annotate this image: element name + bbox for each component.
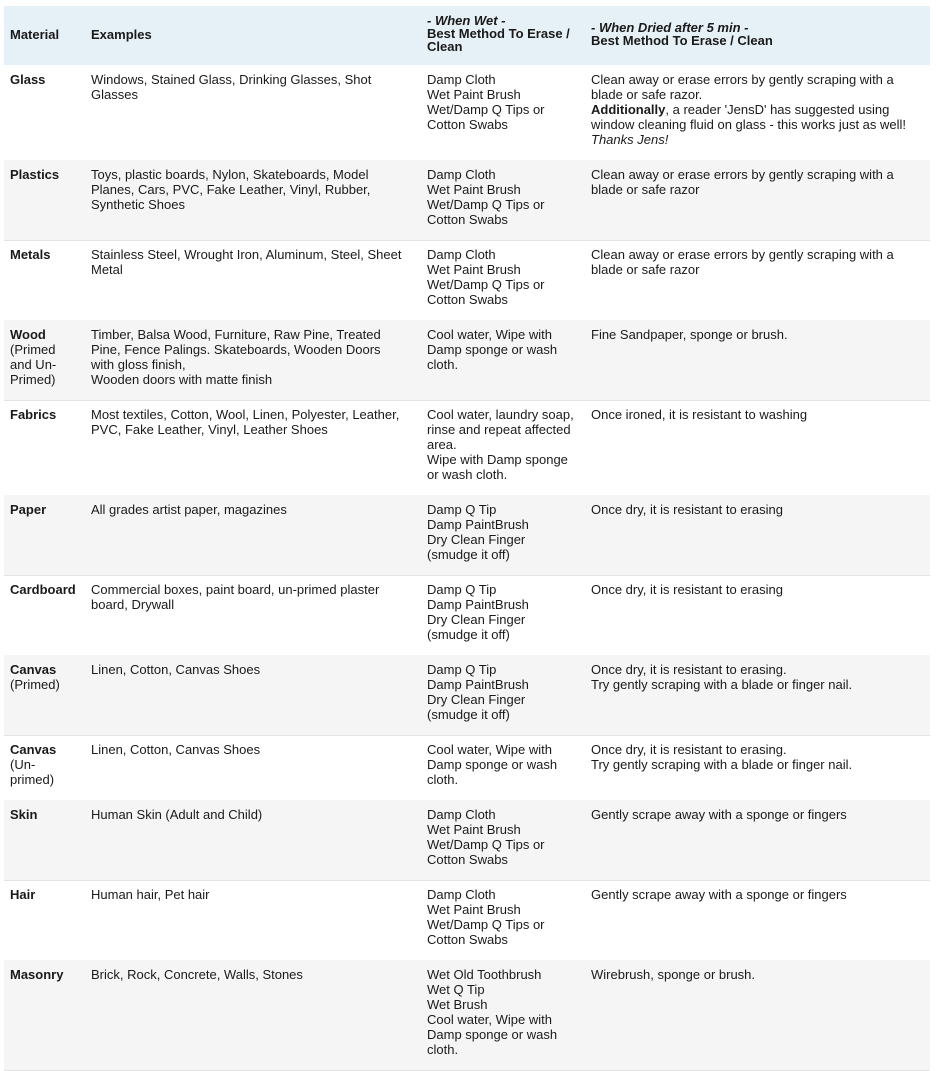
material-name: Paper	[10, 502, 47, 517]
when-dried-cell	[591, 582, 921, 597]
when-wet-cell	[427, 72, 585, 132]
header-material: Material	[10, 27, 60, 42]
when-wet-cell	[427, 742, 585, 787]
header-dry-line2: Best Method To Erase / Clean	[591, 33, 773, 48]
reader-note-text: , a reader 'JensD' has suggested using	[665, 102, 890, 117]
when-dried-cell	[591, 887, 921, 902]
examples-cell	[91, 72, 417, 102]
when-wet-cell-line: Cotton Swabs	[427, 292, 508, 307]
material-name: Skin	[10, 807, 38, 822]
material-cell	[10, 407, 86, 422]
reader-note-bold: Additionally	[591, 102, 666, 117]
when-wet-cell-line: Damp Cloth	[427, 72, 496, 87]
when-dried-cell	[591, 327, 921, 342]
material-cell	[10, 887, 86, 902]
when-dried-cell-line: Once dry, it is resistant to erasing.	[591, 662, 787, 677]
when-wet-cell	[427, 327, 585, 372]
when-wet-cell	[427, 247, 585, 307]
when-wet-cell-line: Wet/Damp Q Tips or	[427, 917, 545, 932]
material-cell	[10, 502, 86, 517]
when-dried-cell-line: blade or safe razor	[591, 182, 700, 197]
examples-cell-line: Pine, Fence Palings. Skateboards, Wooden Doors	[91, 342, 381, 357]
table-row	[4, 400, 930, 496]
when-wet-cell-line: Damp Cloth	[427, 887, 496, 902]
when-wet-cell-line: rinse and repeat affected	[427, 422, 571, 437]
examples-cell-line: Stainless Steel, Wrought Iron, Aluminum, Steel, Sheet	[91, 247, 402, 262]
table-row	[4, 575, 930, 656]
when-dried-cell	[591, 742, 921, 772]
when-wet-cell-line: (smudge it off)	[427, 547, 510, 562]
material-name: Fabrics	[10, 407, 57, 422]
when-wet-cell	[427, 167, 585, 227]
when-wet-cell-line: area.	[427, 437, 457, 452]
material-note: Primed)	[10, 372, 56, 387]
examples-cell-line: Glasses	[91, 87, 138, 102]
when-dried-cell	[591, 807, 921, 822]
material-name: Canvas	[10, 662, 57, 677]
when-dried-cell	[591, 407, 921, 422]
material-note: primed)	[10, 772, 55, 787]
examples-cell-line: Linen, Cotton, Canvas Shoes	[91, 742, 261, 757]
examples-cell-line: Metal	[91, 262, 123, 277]
when-wet-cell	[427, 407, 585, 482]
reader-note-line	[591, 102, 921, 117]
material-note: (Primed)	[10, 677, 60, 692]
material-name: Metals	[10, 247, 51, 262]
when-dried-cell	[591, 662, 921, 692]
when-wet-cell	[427, 582, 585, 642]
when-wet-cell-line: Dry Clean Finger	[427, 612, 526, 627]
examples-cell-line: Synthetic Shoes	[91, 197, 185, 212]
examples-cell	[91, 582, 417, 612]
header-wet-line1: - When Wet -	[427, 13, 506, 28]
when-wet-cell-line: Damp Q Tip	[427, 662, 497, 677]
material-cell	[10, 327, 86, 387]
when-dried-cell	[591, 967, 921, 982]
material-name: Masonry	[10, 967, 64, 982]
table-row	[4, 240, 930, 321]
examples-cell-line: with gloss finish,	[91, 357, 186, 372]
material-name: Plastics	[10, 167, 60, 182]
when-wet-cell-line: Cotton Swabs	[427, 117, 508, 132]
when-wet-cell-line: Wet Paint Brush	[427, 822, 521, 837]
when-wet-cell-line: Damp PaintBrush	[427, 677, 529, 692]
when-dried-cell-line: Once dry, it is resistant to erasing	[591, 502, 783, 517]
material-note: (Un-	[10, 757, 36, 772]
examples-cell-line: PVC, Fake Leather, Vinyl, Leather Shoes	[91, 422, 328, 437]
when-wet-cell-line: Wet Q Tip	[427, 982, 485, 997]
examples-cell-line: Timber, Balsa Wood, Furniture, Raw Pine, Treated	[91, 327, 381, 342]
when-wet-cell-line: Wet/Damp Q Tips or	[427, 197, 545, 212]
when-wet-cell-line: Wet Brush	[427, 997, 488, 1012]
when-wet-cell-line: Cool water, Wipe with	[427, 327, 552, 342]
when-wet-cell-line: (smudge it off)	[427, 707, 510, 722]
when-wet-cell-line: Damp Cloth	[427, 167, 496, 182]
when-dried-cell-line: Once dry, it is resistant to erasing.	[591, 742, 787, 757]
when-wet-cell-line: Cotton Swabs	[427, 212, 508, 227]
when-dried-cell-line: Once dry, it is resistant to erasing	[591, 582, 783, 597]
when-wet-cell-line: Damp sponge or wash	[427, 342, 558, 357]
header-wet-line2: Best Method To Erase /	[427, 26, 570, 41]
material-cell	[10, 167, 86, 182]
material-note: (Primed	[10, 342, 56, 357]
when-wet-cell	[427, 967, 585, 1057]
examples-cell-line: Planes, Cars, PVC, Fake Leather, Vinyl, Rubber,	[91, 182, 371, 197]
material-cell	[10, 247, 86, 262]
examples-cell-line: Human hair, Pet hair	[91, 887, 210, 902]
when-dried-cell-line: Clean away or erase errors by gently scraping with a	[591, 167, 894, 182]
header-examples: Examples	[91, 27, 152, 42]
when-wet-cell-line: Damp Q Tip	[427, 582, 497, 597]
when-dried-cell-line: Clean away or erase errors by gently scraping with a	[591, 72, 894, 87]
when-wet-cell	[427, 807, 585, 867]
examples-cell	[91, 502, 417, 517]
material-note: and Un-	[10, 357, 57, 372]
examples-cell	[91, 247, 417, 277]
when-wet-cell-line: Cool water, Wipe with	[427, 1012, 552, 1027]
when-wet-cell	[427, 887, 585, 947]
when-dried-cell	[591, 247, 921, 277]
when-wet-cell-line: Wet Paint Brush	[427, 182, 521, 197]
when-wet-cell-line: Wipe with Damp sponge	[427, 452, 568, 467]
when-dried-cell-line: blade or safe razor	[591, 262, 700, 277]
when-wet-cell-line: Damp sponge or wash	[427, 1027, 558, 1042]
when-wet-cell-line: Wet/Damp Q Tips or	[427, 102, 545, 117]
examples-cell	[91, 967, 417, 982]
examples-cell-line: Wooden doors with matte finish	[91, 372, 273, 387]
material-name: Glass	[10, 72, 46, 87]
when-dried-cell	[591, 502, 921, 517]
examples-cell	[91, 662, 417, 677]
examples-cell	[91, 887, 417, 902]
when-dried-cell-line: Clean away or erase errors by gently scraping with a	[591, 247, 894, 262]
examples-cell-line: board, Drywall	[91, 597, 175, 612]
table-row	[4, 800, 930, 881]
when-wet-cell-line: cloth.	[427, 357, 459, 372]
when-dried-cell	[591, 167, 921, 197]
when-wet-cell-line: cloth.	[427, 772, 459, 787]
when-wet-cell-line: cloth.	[427, 1042, 459, 1057]
when-dried-cell-line: Wirebrush, sponge or brush.	[591, 967, 756, 982]
table-row	[4, 495, 930, 576]
when-wet-cell	[427, 502, 585, 562]
when-wet-cell-line: Wet Paint Brush	[427, 87, 521, 102]
examples-cell-line: All grades artist paper, magazines	[91, 502, 287, 517]
when-wet-cell-line: Dry Clean Finger	[427, 692, 526, 707]
when-wet-cell-line: Wet Paint Brush	[427, 902, 521, 917]
reader-note-line: window cleaning fluid on glass - this works just as well!	[591, 117, 907, 132]
table-row	[4, 320, 930, 401]
when-dried-cell-line: Fine Sandpaper, sponge or brush.	[591, 327, 788, 342]
when-wet-cell-line: Damp sponge or wash	[427, 757, 558, 772]
table-header	[4, 6, 930, 65]
table-row	[4, 880, 930, 961]
material-name: Hair	[10, 887, 36, 902]
when-wet-cell-line: Damp Q Tip	[427, 502, 497, 517]
when-wet-cell-line: Damp PaintBrush	[427, 517, 529, 532]
examples-cell-line: Windows, Stained Glass, Drinking Glasses, Shot	[91, 72, 372, 87]
examples-cell	[91, 327, 417, 387]
when-wet-cell-line: (smudge it off)	[427, 627, 510, 642]
examples-cell	[91, 742, 417, 757]
header-wet-line3: Clean	[427, 39, 463, 54]
when-dried-cell-line: Gently scrape away with a sponge or fingers	[591, 887, 847, 902]
table-row	[4, 735, 930, 801]
when-wet-cell-line: Wet Paint Brush	[427, 262, 521, 277]
examples-cell	[91, 407, 417, 437]
material-name: Wood	[10, 327, 46, 342]
examples-cell-line: Human Skin (Adult and Child)	[91, 807, 263, 822]
material-name: Canvas	[10, 742, 57, 757]
header-dry-line1: - When Dried after 5 min -	[591, 20, 749, 35]
when-wet-cell-line: Wet/Damp Q Tips or	[427, 837, 545, 852]
material-cell	[10, 742, 86, 787]
when-dried-cell-line: Once ironed, it is resistant to washing	[591, 407, 808, 422]
examples-cell-line: Most textiles, Cotton, Wool, Linen, Polyester, Leather,	[91, 407, 400, 422]
examples-cell-line: Brick, Rock, Concrete, Walls, Stones	[91, 967, 303, 982]
when-dried-cell-line: blade or safe razor.	[591, 87, 703, 102]
table-row	[4, 655, 930, 736]
examples-cell-line: Toys, plastic boards, Nylon, Skateboards, Model	[91, 167, 369, 182]
examples-cell-line: Commercial boxes, paint board, un-primed plaster	[91, 582, 380, 597]
when-wet-cell-line: Wet Old Toothbrush	[427, 967, 542, 982]
material-cell	[10, 72, 86, 87]
when-wet-cell-line: Damp Cloth	[427, 247, 496, 262]
when-wet-cell	[427, 662, 585, 722]
when-dried-cell-line: Try gently scraping with a blade or finger nail.	[591, 677, 853, 692]
table-row	[4, 65, 930, 161]
examples-cell-line: Linen, Cotton, Canvas Shoes	[91, 662, 261, 677]
when-dried-cell	[591, 72, 921, 147]
when-wet-cell-line: Cotton Swabs	[427, 932, 508, 947]
when-dried-cell-line: Try gently scraping with a blade or finger nail.	[591, 757, 853, 772]
material-cell	[10, 807, 86, 822]
material-cell	[10, 582, 86, 597]
material-name: Cardboard	[10, 582, 76, 597]
when-wet-cell-line: Cool water, Wipe with	[427, 742, 552, 757]
reader-thanks: Thanks Jens!	[591, 132, 669, 147]
when-wet-cell-line: Cool water, laundry soap,	[427, 407, 574, 422]
examples-cell	[91, 807, 417, 822]
when-wet-cell-line: Dry Clean Finger	[427, 532, 526, 547]
material-cell	[10, 662, 86, 692]
table-row	[4, 160, 930, 241]
when-wet-cell-line: Wet/Damp Q Tips or	[427, 277, 545, 292]
when-wet-cell-line: Damp Cloth	[427, 807, 496, 822]
material-cell	[10, 967, 86, 982]
when-wet-cell-line: Damp PaintBrush	[427, 597, 529, 612]
table-row	[4, 960, 930, 1071]
when-wet-cell-line: Cotton Swabs	[427, 852, 508, 867]
when-dried-cell-line: Gently scrape away with a sponge or fingers	[591, 807, 847, 822]
when-wet-cell-line: or wash cloth.	[427, 467, 508, 482]
examples-cell	[91, 167, 417, 212]
